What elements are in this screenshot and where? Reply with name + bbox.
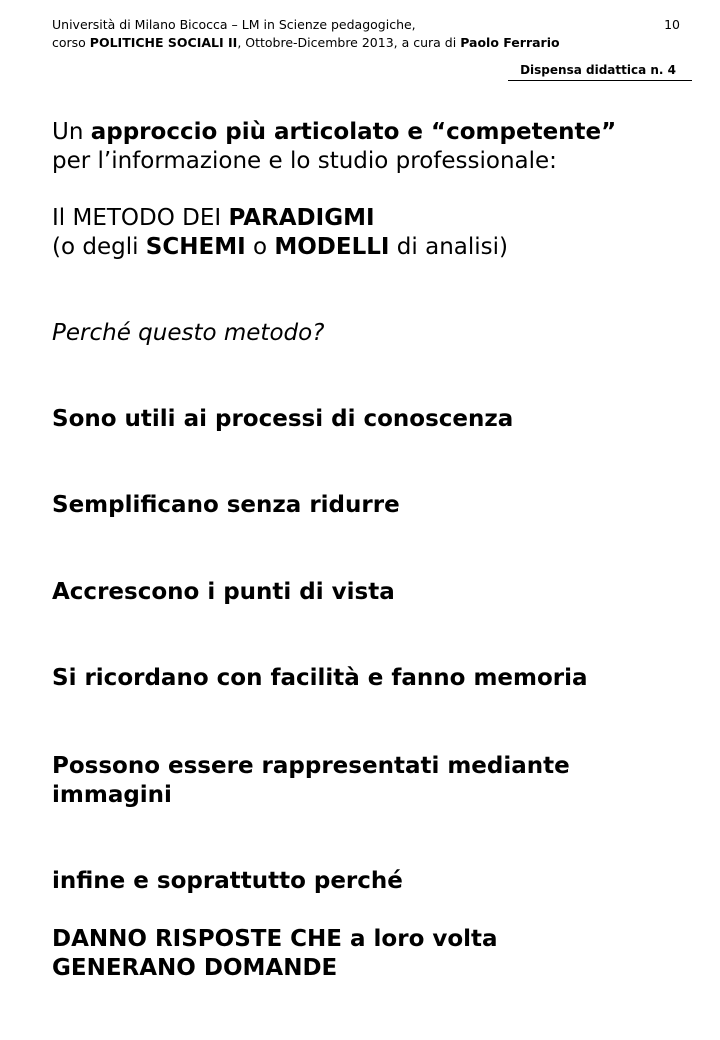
header-author: Paolo Ferrario xyxy=(460,35,560,50)
intro-line-1 xyxy=(52,118,616,147)
method-or: o xyxy=(245,234,275,260)
point-images-line-1: Possono essere rappresentati mediante xyxy=(52,753,570,779)
question-heading: Perché questo metodo? xyxy=(52,320,325,346)
header-course-prefix: corso xyxy=(52,35,90,50)
header-line-2 xyxy=(52,35,560,51)
handout-label: Dispensa didattica n. 4 xyxy=(520,63,676,77)
point-finally: infine e soprattutto perché xyxy=(52,868,403,894)
point-simplify: Semplificano senza ridurre xyxy=(52,492,400,518)
method-paren-close: di analisi) xyxy=(389,234,508,260)
method-paren-open: (o degli xyxy=(52,234,146,260)
point-images-line-2: immagini xyxy=(52,782,172,808)
header-rule xyxy=(508,80,692,81)
point-memory: Si ricordano con facilità e fanno memoria xyxy=(52,665,588,691)
point-useful: Sono utili ai processi di conoscenza xyxy=(52,406,514,432)
method-prefix: Il METODO DEI xyxy=(52,205,229,231)
header-line-1: Università di Milano Bicocca – LM in Scienze pedagogiche, xyxy=(52,17,416,32)
header-course-name: POLITICHE SOCIALI II xyxy=(89,35,238,50)
point-viewpoints: Accrescono i punti di vista xyxy=(52,579,395,605)
method-line-2 xyxy=(52,233,508,262)
method-line-1 xyxy=(52,204,375,233)
page-number: 10 xyxy=(664,17,680,32)
method-modelli: MODELLI xyxy=(274,234,390,260)
point-answers-line-2: GENERANO DOMANDE xyxy=(52,955,338,981)
intro-prefix: Un xyxy=(52,119,91,145)
intro-line-2: per l’informazione e lo studio professionale: xyxy=(52,148,557,174)
point-answers-line-1: DANNO RISPOSTE CHE a loro volta xyxy=(52,926,498,952)
header-course-date: , Ottobre-Dicembre 2013, a cura di xyxy=(237,35,461,50)
method-schemi: SCHEMI xyxy=(145,234,246,260)
method-paradigmi: PARADIGMI xyxy=(228,205,375,231)
intro-emphasis: approccio più articolato e “competente” xyxy=(90,119,617,145)
